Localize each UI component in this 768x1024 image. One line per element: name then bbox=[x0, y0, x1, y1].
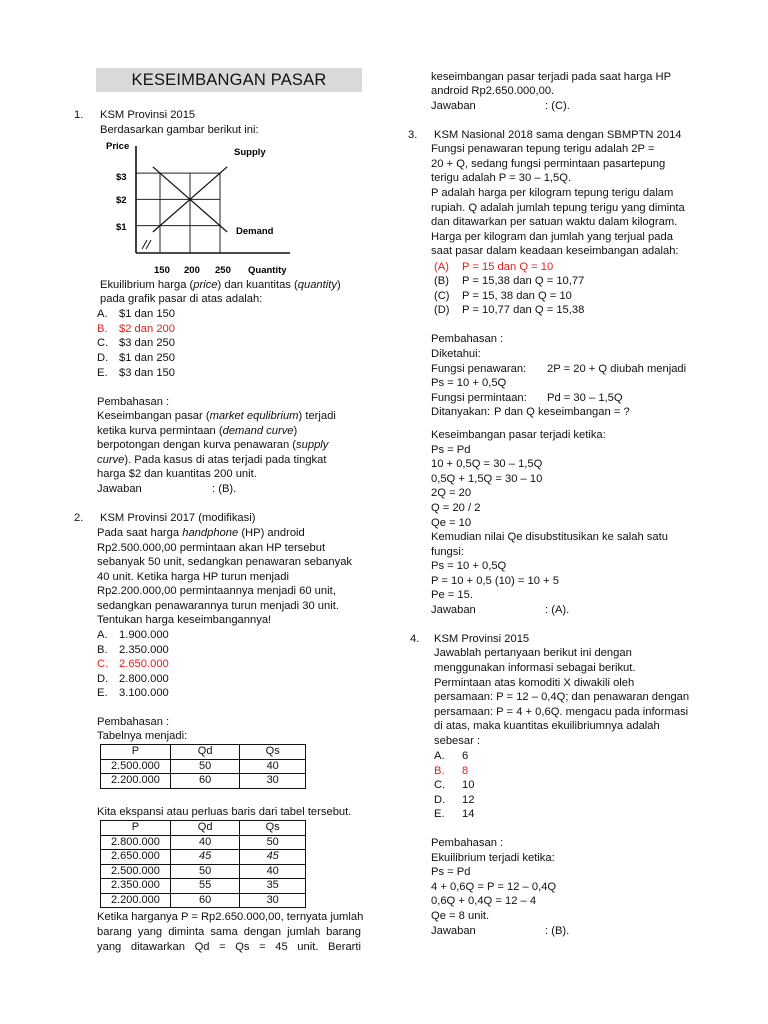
q1-source: KSM Provinsi 2015 bbox=[100, 109, 196, 121]
q1-question-line-1: Ekuilibrium harga (price) dan kuantitas (quantity) bbox=[100, 279, 341, 291]
demand-curve-label: Demand bbox=[236, 226, 274, 237]
q2-jawaban-value: : (C). bbox=[545, 100, 570, 112]
table-cell: 40 bbox=[240, 759, 306, 774]
q2-jawaban-label: Jawaban bbox=[431, 100, 476, 112]
page-title: KESEIMBANGAN PASAR bbox=[96, 68, 362, 92]
table-cell: 35 bbox=[240, 879, 306, 894]
q1-explanation-line-3: berpotongan dengan kurva penawaran (supply bbox=[97, 439, 329, 451]
q3-fungsi-permintaan-label: Fungsi permintaan: bbox=[431, 392, 527, 404]
table-header-row bbox=[101, 821, 306, 836]
y-tick-1: $1 bbox=[116, 222, 127, 233]
q2-text-line-1: Pada saat harga handphone (HP) android bbox=[97, 527, 305, 539]
q3-text-line: rupiah. Q adalah jumlah tepung terigu yang diminta bbox=[431, 202, 685, 214]
q4-step: 4 + 0,6Q = P = 12 – 0,4Q bbox=[431, 881, 557, 893]
q3-text-line: saat pasar dalam keadaan keseimbangan adalah: bbox=[431, 245, 679, 257]
supply-curve-label: Supply bbox=[234, 147, 266, 158]
table-cell: 50 bbox=[170, 864, 240, 879]
q3-ditanyakan-value: P dan Q keseimbangan = ? bbox=[494, 406, 630, 418]
table-cell: 2.200.000 bbox=[101, 893, 171, 908]
q2-conclusion-line-3: yang ditawarkan Qd = Qs = 45 unit. Berarti bbox=[97, 941, 361, 953]
q2-text-line-6: sedangkan penawarannya turun menjadi 30 unit. bbox=[97, 600, 339, 612]
y-tick-3: $3 bbox=[116, 172, 127, 183]
q3-fungsi-permintaan-value: Pd = 30 – 1,5Q bbox=[547, 392, 623, 404]
q4-pembahasan-heading: Pembahasan : bbox=[431, 837, 504, 849]
x-tick-200: 200 bbox=[184, 265, 200, 276]
q1-question-line-2: pada grafik pasar di atas adalah: bbox=[100, 293, 263, 305]
q4-source: KSM Provinsi 2015 bbox=[434, 633, 530, 645]
q2-table-intro: Tabelnya menjadi: bbox=[97, 730, 188, 742]
table-cell: 60 bbox=[170, 774, 240, 789]
q4-jawaban-label: Jawaban bbox=[431, 925, 476, 937]
q3-step: P = 10 + 0,5 (10) = 10 + 5 bbox=[431, 575, 559, 587]
q4-text-line: menggunakan informasi sebagai berikut. bbox=[434, 662, 636, 674]
q4-text-line: di atas, maka kuantitas ekuilibriumnya adalah bbox=[434, 720, 660, 732]
q2-ekspansi-text: Kita ekspansi atau perluas baris dari tabel tersebut. bbox=[97, 806, 352, 818]
table-row bbox=[101, 864, 306, 879]
table-cell: 55 bbox=[170, 879, 240, 894]
chart-grid bbox=[136, 173, 220, 253]
table-cell: 2.500.000 bbox=[101, 759, 171, 774]
table-cell: 30 bbox=[240, 774, 306, 789]
q3-ditanyakan-label: Ditanyakan: bbox=[431, 406, 491, 418]
y-tick-2: $2 bbox=[116, 195, 127, 206]
q2-conclusion-line-4: keseimbangan pasar terjadi pada saat harga HP bbox=[431, 71, 672, 83]
q3-step: 10 + 0,5Q = 30 – 1,5Q bbox=[431, 458, 543, 470]
q2-number: 2. bbox=[74, 512, 84, 524]
x-tick-250: 250 bbox=[215, 265, 231, 276]
x-tick-150: 150 bbox=[154, 265, 170, 276]
q4-step: 0,6Q + 0,4Q = 12 – 4 bbox=[431, 895, 537, 907]
table-header-qs: Qs bbox=[240, 745, 306, 760]
q3-step: Keseimbangan pasar terjadi ketika: bbox=[431, 429, 606, 441]
q2-conclusion-line-1: Ketika harganya P = Rp2.650.000,00, ternyata jumlah bbox=[97, 911, 364, 923]
q4-jawaban-value: : (B). bbox=[545, 925, 570, 937]
q1-explanation-line-2: ketika kurva permintaan (demand curve) bbox=[97, 425, 298, 437]
q4-text-line: Permintaan atas komoditi X diwakili oleh bbox=[434, 677, 635, 689]
q2-source: KSM Provinsi 2017 (modifikasi) bbox=[100, 512, 256, 524]
table-cell: 2.650.000 bbox=[101, 850, 171, 865]
q3-step: Pe = 15. bbox=[431, 589, 473, 601]
table-header-p: P bbox=[101, 821, 171, 836]
q2-conclusion-line-5: android Rp2.650.000,00. bbox=[431, 85, 555, 97]
q2-text-line-2: Rp2.500.000,00 permintaan akan HP tersebut bbox=[97, 542, 326, 554]
table-cell: 45 bbox=[240, 850, 306, 865]
table-header-row bbox=[101, 745, 306, 760]
table-row-equilibrium bbox=[101, 850, 306, 865]
q4-step: Qe = 8 unit. bbox=[431, 910, 490, 922]
q4-text-line: Jawablah pertanyaan berikut ini dengan bbox=[434, 647, 632, 659]
y-axis-label: Price bbox=[106, 141, 130, 152]
q1-explanation-line-5: harga $2 dan kuantitas 200 unit. bbox=[97, 468, 257, 480]
q2-text-line-7: Tentukan harga keseimbangannya! bbox=[97, 614, 272, 626]
q2-conclusion-line-2: barang yang diminta sama dengan jumlah barang bbox=[97, 926, 361, 938]
q1-explanation-line-1: Keseimbangan pasar (market equlibrium) terjadi bbox=[97, 410, 336, 422]
q1-jawaban-label: Jawaban bbox=[97, 483, 142, 495]
q4-number: 4. bbox=[410, 633, 420, 645]
q3-ps-line: Ps = 10 + 0,5Q bbox=[431, 377, 507, 389]
table-cell: 50 bbox=[170, 759, 240, 774]
table-cell: 40 bbox=[240, 864, 306, 879]
q3-step: 2Q = 20 bbox=[431, 487, 472, 499]
q3-step: 0,5Q + 1,5Q = 30 – 10 bbox=[431, 473, 543, 485]
q1-number: 1. bbox=[74, 109, 84, 121]
q1-jawaban-value: : (B). bbox=[212, 483, 237, 495]
table-row bbox=[101, 759, 306, 774]
q4-text-line: persamaan: P = 12 – 0,4Q; dan penawaran dengan bbox=[434, 691, 690, 703]
q4-text-line: persamaan: P = 4 + 0,6Q. mengacu pada informasi bbox=[434, 706, 689, 718]
q4-step: Ps = Pd bbox=[431, 866, 471, 878]
q2-table-2 bbox=[100, 820, 306, 908]
q1-explanation-line-4: curve). Pada kasus di atas terjadi pada tingkat bbox=[97, 454, 327, 466]
q3-step: fungsi: bbox=[431, 546, 464, 558]
q3-text-line: dan ditawarkan per satuan waktu dalam kilogram. bbox=[431, 216, 678, 228]
q3-jawaban-label: Jawaban bbox=[431, 604, 476, 616]
q3-fungsi-penawaran-value: 2P = 20 + Q diubah menjadi bbox=[547, 363, 687, 375]
q3-text-line: P adalah harga per kilogram tepung terigu dalam bbox=[431, 187, 674, 199]
q2-text-line-3: sebanyak 50 unit, sedangkan penawaran sebanyak bbox=[97, 556, 353, 568]
table-header-p: P bbox=[101, 745, 171, 760]
table-cell: 45 bbox=[170, 850, 240, 865]
table-cell: 30 bbox=[240, 893, 306, 908]
table-cell: 40 bbox=[170, 835, 240, 850]
table-row bbox=[101, 893, 306, 908]
table-row bbox=[101, 879, 306, 894]
q3-number: 3. bbox=[408, 129, 418, 141]
q3-source: KSM Nasional 2018 sama dengan SBMPTN 2014 bbox=[434, 129, 682, 141]
q3-pembahasan-heading: Pembahasan : bbox=[431, 333, 504, 345]
q3-step: Ps = 10 + 0,5Q bbox=[431, 560, 507, 572]
table-header-qd: Qd bbox=[170, 745, 240, 760]
table-cell: 2.200.000 bbox=[101, 774, 171, 789]
table-cell: 2.800.000 bbox=[101, 835, 171, 850]
table-cell: 2.350.000 bbox=[101, 879, 171, 894]
q1-intro: Berdasarkan gambar berikut ini: bbox=[100, 124, 259, 136]
q3-step: Q = 20 / 2 bbox=[431, 502, 481, 514]
table-cell: 60 bbox=[170, 893, 240, 908]
q3-text-line: 20 + Q, sedang fungsi permintaan pasartepung bbox=[431, 158, 666, 170]
q2-text-line-4: 40 unit. Ketika harga HP turun menjadi bbox=[97, 571, 289, 583]
table-row bbox=[101, 774, 306, 789]
q4-text-line: sebesar : bbox=[434, 735, 481, 747]
x-axis-label: Quantity bbox=[248, 265, 287, 276]
q3-fungsi-penawaran-label: Fungsi penawaran: bbox=[431, 363, 527, 375]
table-cell: 2.500.000 bbox=[101, 864, 171, 879]
q3-diketahui: Diketahui: bbox=[431, 348, 481, 360]
table-header-qs: Qs bbox=[240, 821, 306, 836]
q2-table-1 bbox=[100, 744, 306, 789]
q4-step: Ekuilibrium terjadi ketika: bbox=[431, 852, 555, 864]
q2-text-line-5: Rp2.200.000,00 permintaannya menjadi 60 unit, bbox=[97, 585, 336, 597]
q3-text-line: Harga per kilogram dan jumlah yang terjual pada bbox=[431, 231, 673, 243]
q3-text-line: Fungsi penawaran tepung terigu adalah 2P = bbox=[431, 143, 655, 155]
table-header-qd: Qd bbox=[170, 821, 240, 836]
q3-jawaban-value: : (A). bbox=[545, 604, 570, 616]
q2-pembahasan-heading: Pembahasan : bbox=[97, 716, 170, 728]
q3-text-line: terigu adalah P = 30 – 1,5Q. bbox=[431, 172, 572, 184]
q3-step: Ps = Pd bbox=[431, 444, 471, 456]
supply-demand-chart bbox=[100, 136, 296, 278]
table-cell: 50 bbox=[240, 835, 306, 850]
q3-step: Kemudian nilai Qe disubstitusikan ke salah satu bbox=[431, 531, 668, 543]
q1-pembahasan-heading: Pembahasan : bbox=[97, 396, 170, 408]
q3-step: Qe = 10 bbox=[431, 517, 472, 529]
table-row bbox=[101, 835, 306, 850]
